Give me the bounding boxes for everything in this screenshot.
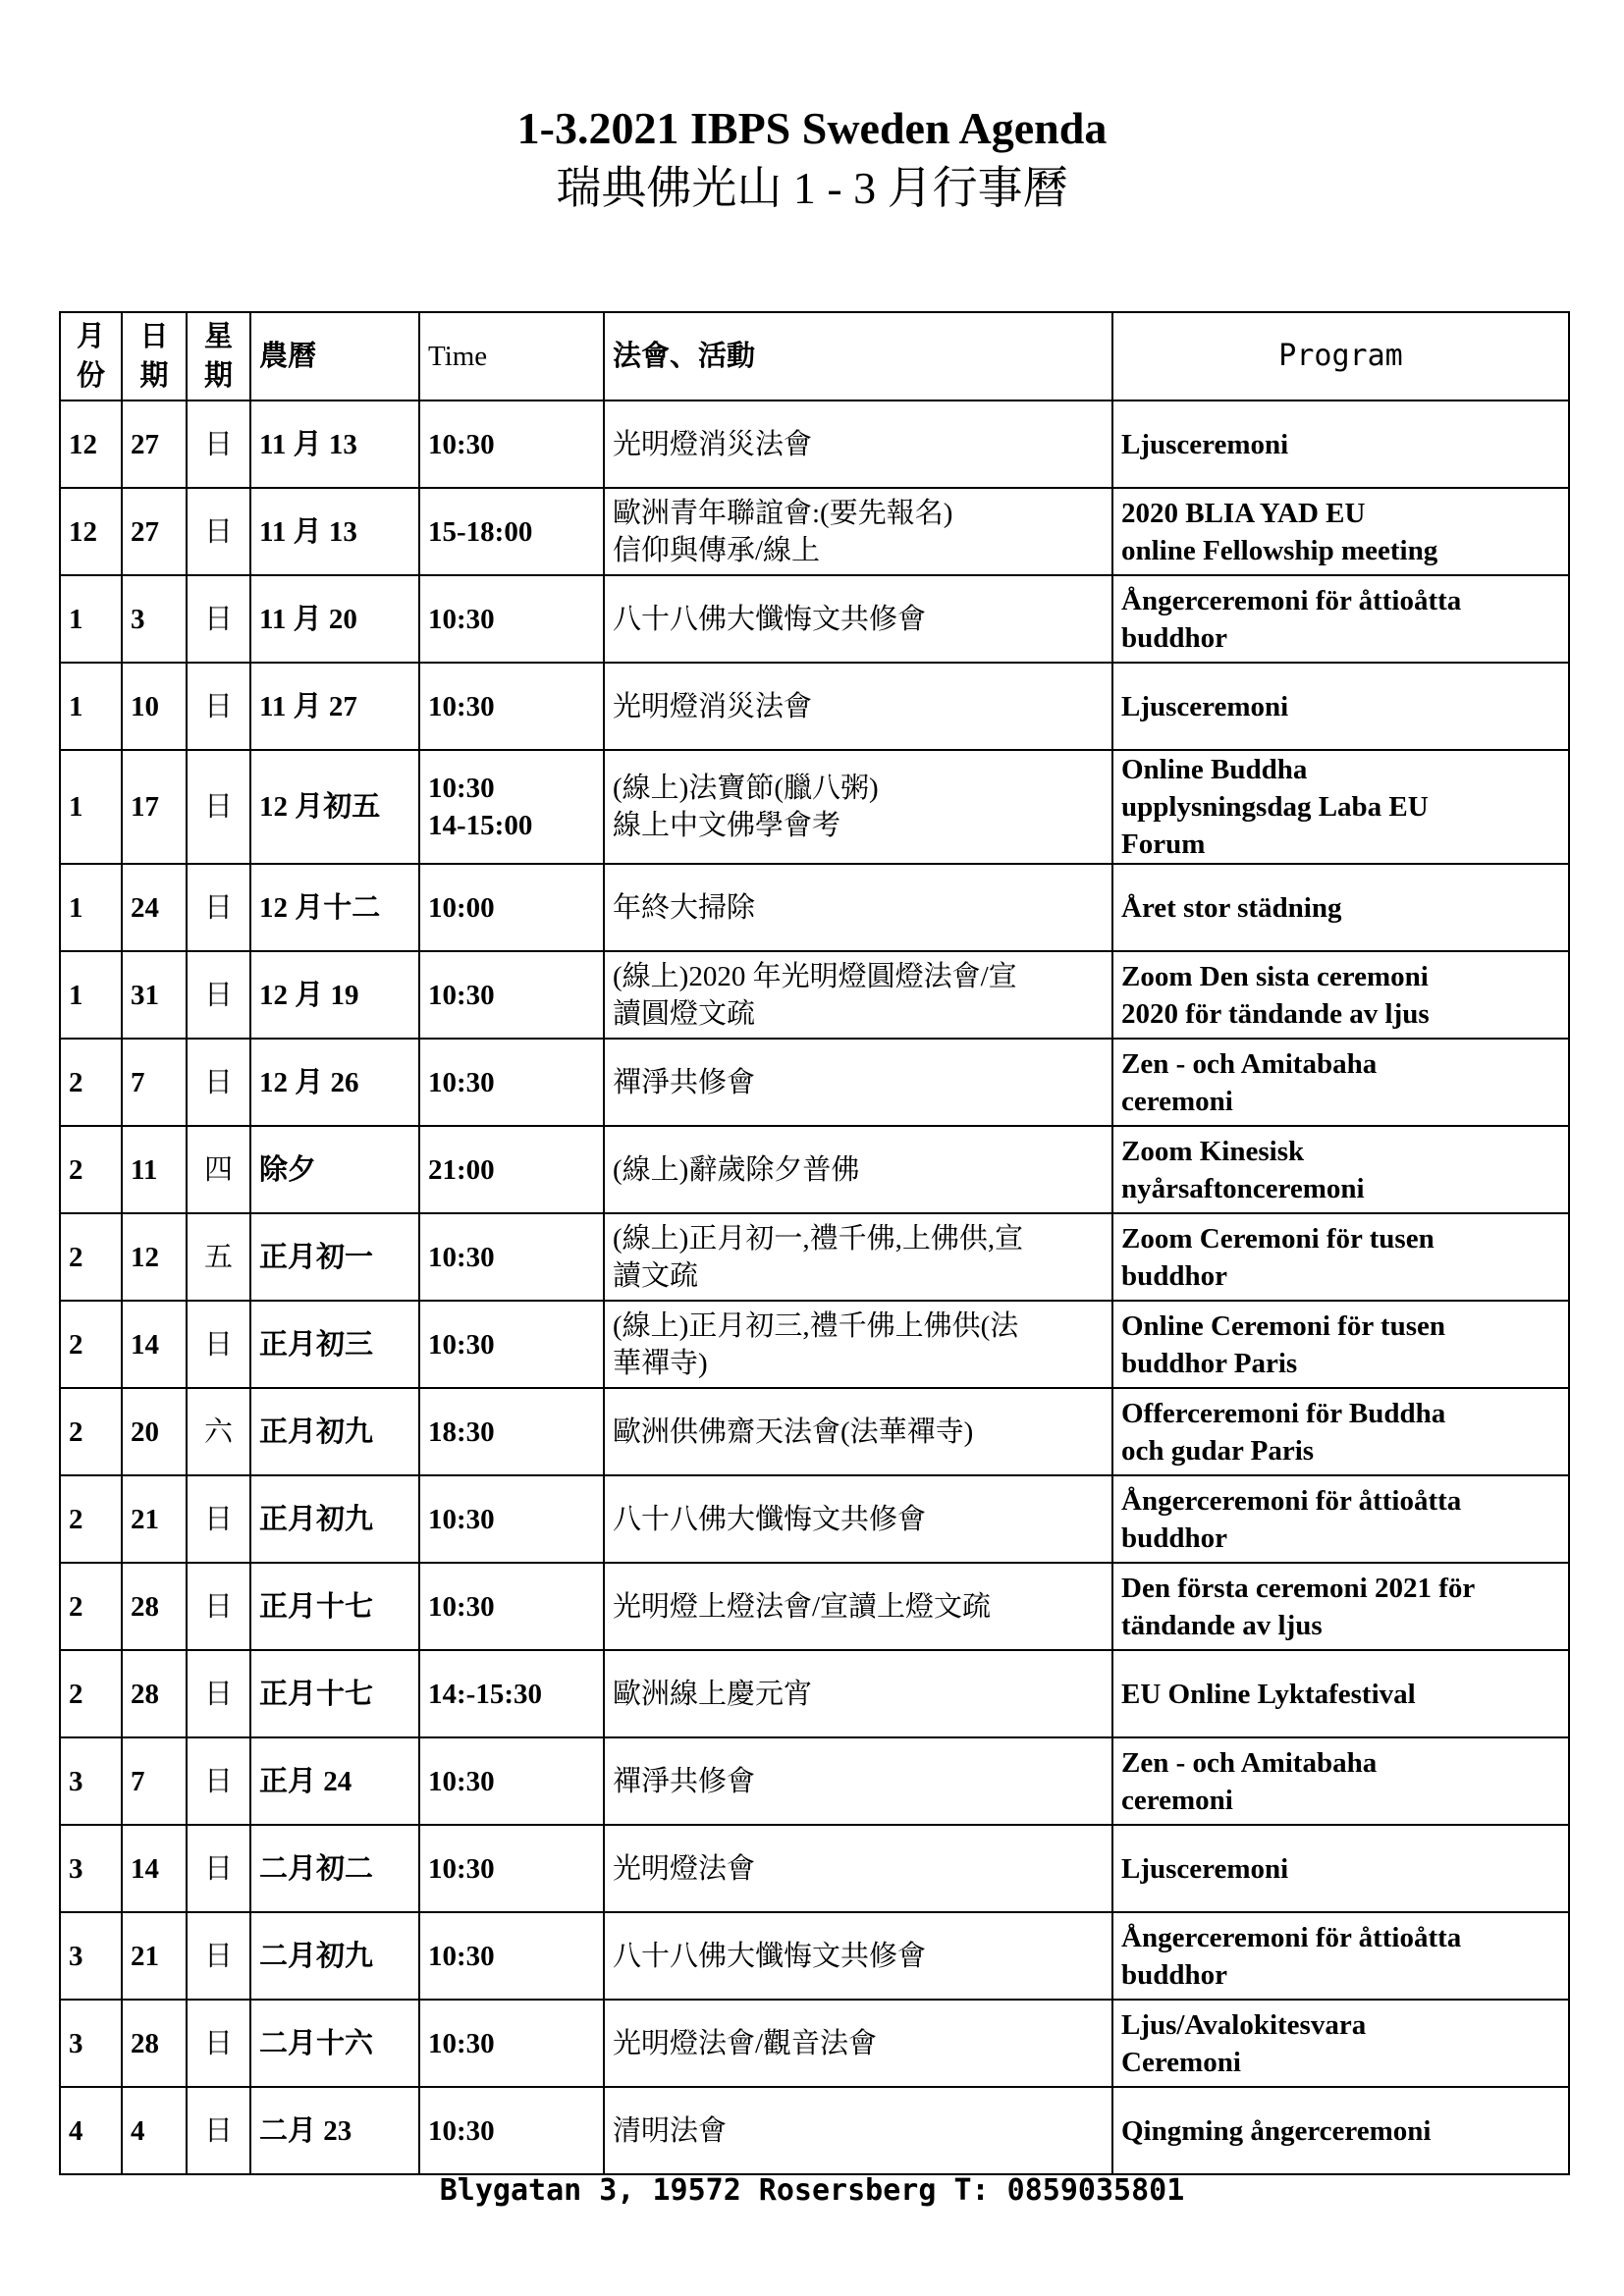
table-row <box>60 663 1569 750</box>
cell-time: 10:30 <box>419 1563 604 1650</box>
cell-program: Zoom Ceremoni för tusen buddhor <box>1112 1213 1569 1301</box>
cell-lunar-date: 正月初一 <box>250 1213 419 1301</box>
cell-day: 11 <box>122 1126 187 1213</box>
cell-month: 2 <box>60 1563 122 1650</box>
cell-time: 10:30 <box>419 1301 604 1388</box>
cell-program: Zoom Kinesisk nyårsaftonceremoni <box>1112 1126 1569 1213</box>
cell-lunar-date: 12 月 26 <box>250 1039 419 1126</box>
table-row <box>60 1825 1569 1912</box>
table-row <box>60 750 1569 864</box>
header-time: Time <box>419 312 604 400</box>
cell-weekday: 日 <box>187 2000 250 2087</box>
cell-weekday: 六 <box>187 1388 250 1475</box>
cell-weekday: 日 <box>187 400 250 488</box>
cell-time: 10:30 <box>419 2087 604 2174</box>
table-row <box>60 1213 1569 1301</box>
cell-program: Året stor städning <box>1112 864 1569 951</box>
cell-lunar-date: 11 月 20 <box>250 575 419 663</box>
cell-lunar-date: 正月初三 <box>250 1301 419 1388</box>
table-row <box>60 1912 1569 2000</box>
cell-day: 21 <box>122 1475 187 1563</box>
cell-event: 禪淨共修會 <box>604 1737 1112 1825</box>
cell-month: 3 <box>60 1825 122 1912</box>
cell-day: 7 <box>122 1039 187 1126</box>
cell-day: 3 <box>122 575 187 663</box>
table-row <box>60 864 1569 951</box>
cell-weekday: 四 <box>187 1126 250 1213</box>
cell-program: EU Online Lyktafestival <box>1112 1650 1569 1737</box>
cell-month: 1 <box>60 663 122 750</box>
cell-day: 17 <box>122 750 187 864</box>
cell-month: 3 <box>60 1737 122 1825</box>
cell-month: 2 <box>60 1650 122 1737</box>
cell-day: 20 <box>122 1388 187 1475</box>
cell-program: Ljusceremoni <box>1112 663 1569 750</box>
cell-event: 光明燈消災法會 <box>604 663 1112 750</box>
cell-program: Zen - och Amitabaha ceremoni <box>1112 1039 1569 1126</box>
cell-weekday: 日 <box>187 1039 250 1126</box>
cell-program: 2020 BLIA YAD EU online Fellowship meeting <box>1112 488 1569 575</box>
cell-event: 八十八佛大懺悔文共修會 <box>604 1912 1112 2000</box>
cell-time: 21:00 <box>419 1126 604 1213</box>
cell-event: 歐洲線上慶元宵 <box>604 1650 1112 1737</box>
cell-event: 八十八佛大懺悔文共修會 <box>604 575 1112 663</box>
document-subtitle-chinese: 瑞典佛光山 1 - 3 月行事曆 <box>556 163 1068 213</box>
cell-lunar-date: 11 月 27 <box>250 663 419 750</box>
cell-lunar-date: 二月 23 <box>250 2087 419 2174</box>
cell-event: 歐洲供佛齋天法會(法華禪寺) <box>604 1388 1112 1475</box>
cell-weekday: 日 <box>187 750 250 864</box>
table-header-row <box>60 312 1569 400</box>
cell-program: Ljus/Avalokitesvara Ceremoni <box>1112 2000 1569 2087</box>
cell-event: (線上)正月初一,禮千佛,上佛供,宣 讀文疏 <box>604 1213 1112 1301</box>
cell-time: 14:-15:30 <box>419 1650 604 1737</box>
cell-lunar-date: 除夕 <box>250 1126 419 1213</box>
cell-weekday: 日 <box>187 1563 250 1650</box>
cell-time: 10:30 <box>419 1039 604 1126</box>
cell-time: 18:30 <box>419 1388 604 1475</box>
cell-time: 10:30 <box>419 1912 604 2000</box>
cell-program: Ångerceremoni för åttioåtta buddhor <box>1112 1912 1569 2000</box>
cell-month: 1 <box>60 864 122 951</box>
cell-time: 10:30 <box>419 951 604 1039</box>
cell-lunar-date: 正月初九 <box>250 1388 419 1475</box>
cell-lunar-date: 正月十七 <box>250 1650 419 1737</box>
cell-day: 14 <box>122 1825 187 1912</box>
header-month: 月 份 <box>60 312 122 400</box>
cell-day: 7 <box>122 1737 187 1825</box>
cell-weekday: 日 <box>187 1912 250 2000</box>
cell-lunar-date: 正月 24 <box>250 1737 419 1825</box>
cell-month: 2 <box>60 1213 122 1301</box>
cell-month: 1 <box>60 750 122 864</box>
agenda-table <box>59 311 1570 2175</box>
table-row <box>60 400 1569 488</box>
cell-lunar-date: 正月十七 <box>250 1563 419 1650</box>
table-row <box>60 1737 1569 1825</box>
cell-day: 24 <box>122 864 187 951</box>
footer-address: Blygatan 3, 19572 Rosersberg T: 0859035801 <box>439 2173 1185 2208</box>
document-title: 1-3.2021 IBPS Sweden Agenda <box>516 103 1108 153</box>
cell-time: 10:30 <box>419 1825 604 1912</box>
agenda-body <box>60 400 1569 2174</box>
cell-time: 15-18:00 <box>419 488 604 575</box>
cell-time: 10:30 <box>419 1475 604 1563</box>
table-row <box>60 2000 1569 2087</box>
cell-month: 2 <box>60 1126 122 1213</box>
cell-day: 28 <box>122 1650 187 1737</box>
cell-month: 2 <box>60 1039 122 1126</box>
cell-event: 光明燈法會/觀音法會 <box>604 2000 1112 2087</box>
header-event: 法會、活動 <box>604 312 1112 400</box>
header-lunar: 農曆 <box>250 312 419 400</box>
cell-lunar-date: 12 月初五 <box>250 750 419 864</box>
table-row <box>60 2087 1569 2174</box>
cell-program: Ljusceremoni <box>1112 1825 1569 1912</box>
cell-event: (線上)辭歲除夕普佛 <box>604 1126 1112 1213</box>
cell-month: 1 <box>60 951 122 1039</box>
table-row <box>60 1126 1569 1213</box>
cell-weekday: 日 <box>187 488 250 575</box>
table-row <box>60 1650 1569 1737</box>
cell-program: Ljusceremoni <box>1112 400 1569 488</box>
cell-program: Online Buddha upplysningsdag Laba EU Forum <box>1112 750 1569 864</box>
table-row <box>60 488 1569 575</box>
cell-program: Den första ceremoni 2021 för tändande av ljus <box>1112 1563 1569 1650</box>
cell-month: 12 <box>60 488 122 575</box>
cell-month: 1 <box>60 575 122 663</box>
cell-month: 12 <box>60 400 122 488</box>
cell-month: 3 <box>60 2000 122 2087</box>
header-program: Program <box>1112 312 1569 400</box>
cell-time: 10:30 <box>419 1213 604 1301</box>
cell-day: 4 <box>122 2087 187 2174</box>
table-row <box>60 1301 1569 1388</box>
cell-lunar-date: 11 月 13 <box>250 488 419 575</box>
cell-event: 歐洲青年聯誼會:(要先報名) 信仰與傳承/線上 <box>604 488 1112 575</box>
table-row <box>60 1039 1569 1126</box>
cell-program: Zoom Den sista ceremoni 2020 för tändande av ljus <box>1112 951 1569 1039</box>
cell-weekday: 日 <box>187 1737 250 1825</box>
table-row <box>60 1563 1569 1650</box>
cell-lunar-date: 12 月 19 <box>250 951 419 1039</box>
cell-month: 3 <box>60 1912 122 2000</box>
table-row <box>60 1388 1569 1475</box>
header-day: 日 期 <box>122 312 187 400</box>
cell-program: Offerceremoni för Buddha och gudar Paris <box>1112 1388 1569 1475</box>
cell-event: 八十八佛大懺悔文共修會 <box>604 1475 1112 1563</box>
cell-weekday: 日 <box>187 2087 250 2174</box>
cell-event: 禪淨共修會 <box>604 1039 1112 1126</box>
cell-day: 28 <box>122 1563 187 1650</box>
cell-weekday: 日 <box>187 575 250 663</box>
cell-event: (線上)2020 年光明燈圓燈法會/宣 讀圓燈文疏 <box>604 951 1112 1039</box>
cell-event: 年終大掃除 <box>604 864 1112 951</box>
table-row <box>60 1475 1569 1563</box>
cell-day: 31 <box>122 951 187 1039</box>
cell-day: 12 <box>122 1213 187 1301</box>
cell-weekday: 日 <box>187 1825 250 1912</box>
cell-month: 2 <box>60 1301 122 1388</box>
cell-event: (線上)正月初三,禮千佛上佛供(法 華禪寺) <box>604 1301 1112 1388</box>
cell-event: 清明法會 <box>604 2087 1112 2174</box>
cell-weekday: 日 <box>187 1475 250 1563</box>
cell-day: 10 <box>122 663 187 750</box>
cell-weekday: 日 <box>187 1301 250 1388</box>
cell-lunar-date: 正月初九 <box>250 1475 419 1563</box>
cell-time: 10:30 <box>419 663 604 750</box>
cell-day: 21 <box>122 1912 187 2000</box>
header-weekday: 星 期 <box>187 312 250 400</box>
cell-program: Zen - och Amitabaha ceremoni <box>1112 1737 1569 1825</box>
cell-event: 光明燈法會 <box>604 1825 1112 1912</box>
table-row <box>60 575 1569 663</box>
cell-lunar-date: 二月初九 <box>250 1912 419 2000</box>
cell-event: 光明燈消災法會 <box>604 400 1112 488</box>
cell-day: 28 <box>122 2000 187 2087</box>
cell-weekday: 日 <box>187 951 250 1039</box>
cell-month: 4 <box>60 2087 122 2174</box>
cell-program: Online Ceremoni för tusen buddhor Paris <box>1112 1301 1569 1388</box>
cell-program: Ångerceremoni för åttioåtta buddhor <box>1112 575 1569 663</box>
cell-time: 10:30 14-15:00 <box>419 750 604 864</box>
cell-weekday: 日 <box>187 864 250 951</box>
cell-lunar-date: 二月初二 <box>250 1825 419 1912</box>
cell-weekday: 日 <box>187 1650 250 1737</box>
cell-time: 10:00 <box>419 864 604 951</box>
cell-time: 10:30 <box>419 2000 604 2087</box>
cell-day: 27 <box>122 488 187 575</box>
cell-program: Qingming ångerceremoni <box>1112 2087 1569 2174</box>
cell-month: 2 <box>60 1475 122 1563</box>
cell-day: 27 <box>122 400 187 488</box>
cell-program: Ångerceremoni för åttioåtta buddhor <box>1112 1475 1569 1563</box>
cell-day: 14 <box>122 1301 187 1388</box>
cell-weekday: 五 <box>187 1213 250 1301</box>
table-row <box>60 951 1569 1039</box>
cell-time: 10:30 <box>419 400 604 488</box>
cell-time: 10:30 <box>419 575 604 663</box>
cell-event: (線上)法寶節(臘八粥) 線上中文佛學會考 <box>604 750 1112 864</box>
cell-time: 10:30 <box>419 1737 604 1825</box>
cell-lunar-date: 二月十六 <box>250 2000 419 2087</box>
cell-lunar-date: 12 月十二 <box>250 864 419 951</box>
cell-lunar-date: 11 月 13 <box>250 400 419 488</box>
cell-weekday: 日 <box>187 663 250 750</box>
cell-event: 光明燈上燈法會/宣讀上燈文疏 <box>604 1563 1112 1650</box>
cell-month: 2 <box>60 1388 122 1475</box>
